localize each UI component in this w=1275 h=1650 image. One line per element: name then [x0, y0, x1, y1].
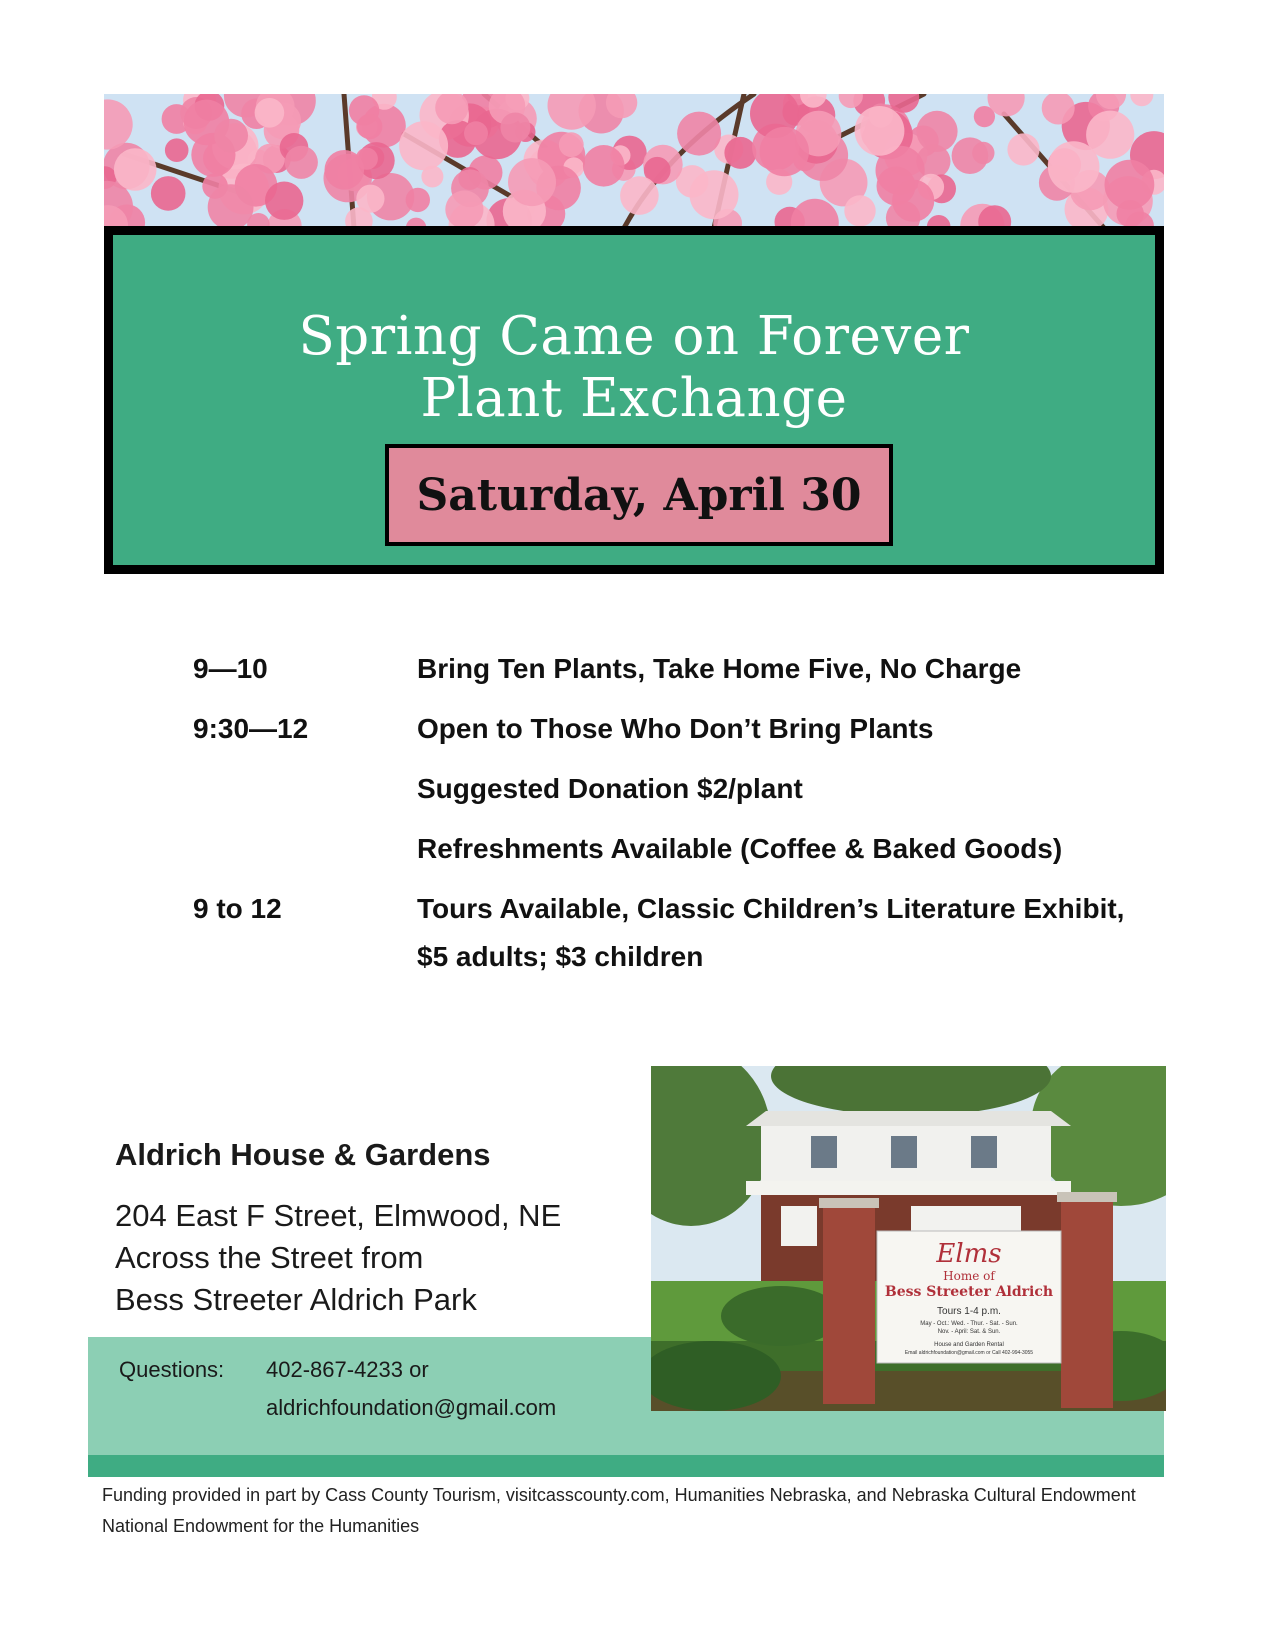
house-image — [651, 1066, 1166, 1411]
schedule-row — [193, 645, 1153, 693]
schedule-time: 9 to 12 — [193, 893, 282, 924]
schedule-desc: Suggested Donation $2/plant — [417, 773, 803, 804]
sign-subtitle1: Home of — [943, 1269, 995, 1283]
address-line3: Bess Streeter Aldrich Park — [115, 1282, 477, 1317]
sign-rental: House and Garden Rental — [934, 1342, 1004, 1348]
questions-label: Questions: — [119, 1357, 225, 1382]
contact-phone[interactable]: 402-867-4233 or — [266, 1357, 429, 1382]
event-title-line2: Plant Exchange — [420, 368, 848, 429]
schedule-row — [193, 705, 1153, 753]
funding-credits — [102, 1480, 1202, 1542]
venue-name: Aldrich House & Gardens — [115, 1137, 491, 1172]
venue-address — [115, 1195, 561, 1321]
schedule-time: 9:30—12 — [193, 713, 309, 744]
schedule-desc-line2: $5 adults; $3 children — [417, 941, 704, 972]
sign-tours: Tours 1-4 p.m. — [937, 1306, 1001, 1317]
sign-hours2: Nov. - April: Sat. & Sun. — [937, 1329, 1001, 1335]
address-line2: Across the Street from — [115, 1240, 424, 1275]
cherry-blossom-image — [104, 94, 1164, 228]
sign-email: Email aldrichfoundation@gmail.com or Call 402-994-3055 — [904, 1350, 1034, 1356]
schedule-time: 9—10 — [193, 653, 268, 684]
address-line1: 204 East F Street, Elmwood, NE — [115, 1198, 562, 1233]
event-date: Saturday, April 30 — [385, 444, 893, 546]
sign-hours1: May - Oct.: Wed. - Thur. - Sat. - Sun. — [920, 1321, 1018, 1327]
schedule-desc — [417, 885, 1153, 981]
schedule-desc: Bring Ten Plants, Take Home Five, No Charge — [417, 653, 1022, 684]
schedule-row — [193, 825, 1153, 873]
sign-title: Elms — [936, 1239, 1002, 1269]
schedule-time — [193, 765, 417, 813]
schedule-desc: Refreshments Available (Coffee & Baked Goods) — [417, 833, 1063, 864]
event-title-line1: Spring Came on Forever — [298, 306, 970, 367]
sign-subtitle2: Bess Streeter Aldrich — [884, 1284, 1054, 1300]
schedule-desc: Open to Those Who Don’t Bring Plants — [417, 713, 934, 744]
schedule-row — [193, 765, 1153, 813]
funding-line2: National Endowment for the Humanities — [102, 1516, 420, 1536]
schedule — [193, 645, 1153, 993]
house-photo — [651, 1066, 1166, 1411]
schedule-desc-line1: Tours Available, Classic Children’s Literature Exhibit, — [417, 893, 1125, 924]
contact-stripe — [88, 1455, 1164, 1477]
schedule-time — [193, 825, 417, 873]
cherry-blossom-banner — [104, 94, 1164, 228]
schedule-row — [193, 885, 1153, 981]
contact-email[interactable]: aldrichfoundation@gmail.com — [266, 1395, 557, 1420]
funding-line1: Funding provided in part by Cass County Tourism, visitcasscounty.com, Humanities Nebraska, and Nebraska Cultural Endowment — [102, 1485, 1136, 1505]
title-box — [104, 226, 1164, 574]
